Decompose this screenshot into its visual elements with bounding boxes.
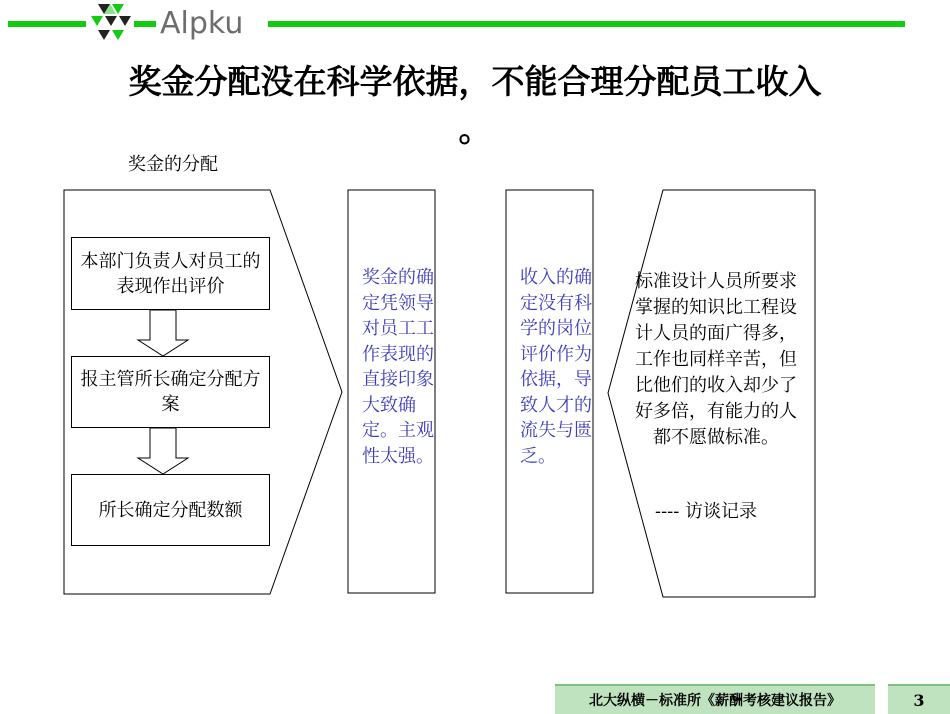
footer-source-text: 北大纵横－标准所《薪酬考核建议报告》 <box>589 693 841 709</box>
flow-step-2 <box>71 356 270 428</box>
panel-2-text: 收入的确定没有科学的岗位评价作为依据，导致人才的流失与匮乏。 <box>520 267 592 467</box>
section-label: 奖金的分配 <box>128 154 218 175</box>
quote-text: 标准设计人员所要求掌握的知识比工程设计人员的面广得多，工作也同样辛苦，但比他们的收入却少了好多倍，有能力的人都不愿做标准。 <box>635 271 797 448</box>
slide-title-line2: 。 <box>458 110 492 149</box>
page-number <box>888 684 950 714</box>
flow-step-3 <box>71 474 270 546</box>
footer-source <box>555 684 875 714</box>
down-arrow-2 <box>138 428 188 474</box>
flow-step-1-text: 本部门负责人对员工的表现作出评价 <box>80 250 261 297</box>
slide-title-line1: 奖金分配没在科学依据，不能合理分配员工收入 <box>128 62 822 101</box>
flow-step-2-text: 报主管所长确定分配方案 <box>80 369 261 415</box>
logo-text: Alpku <box>160 6 244 41</box>
flow-step-3-text: 所长确定分配数额 <box>98 499 243 521</box>
page-number-text: 3 <box>913 690 925 710</box>
flow-step-1 <box>71 237 270 310</box>
panel-1-text: 奖金的确定凭领导对员工工作表现的直接印象大致确定。主观性太强。 <box>362 267 434 467</box>
quote-source: ---- 访谈记录 <box>655 501 758 522</box>
down-arrow-1 <box>138 310 188 356</box>
